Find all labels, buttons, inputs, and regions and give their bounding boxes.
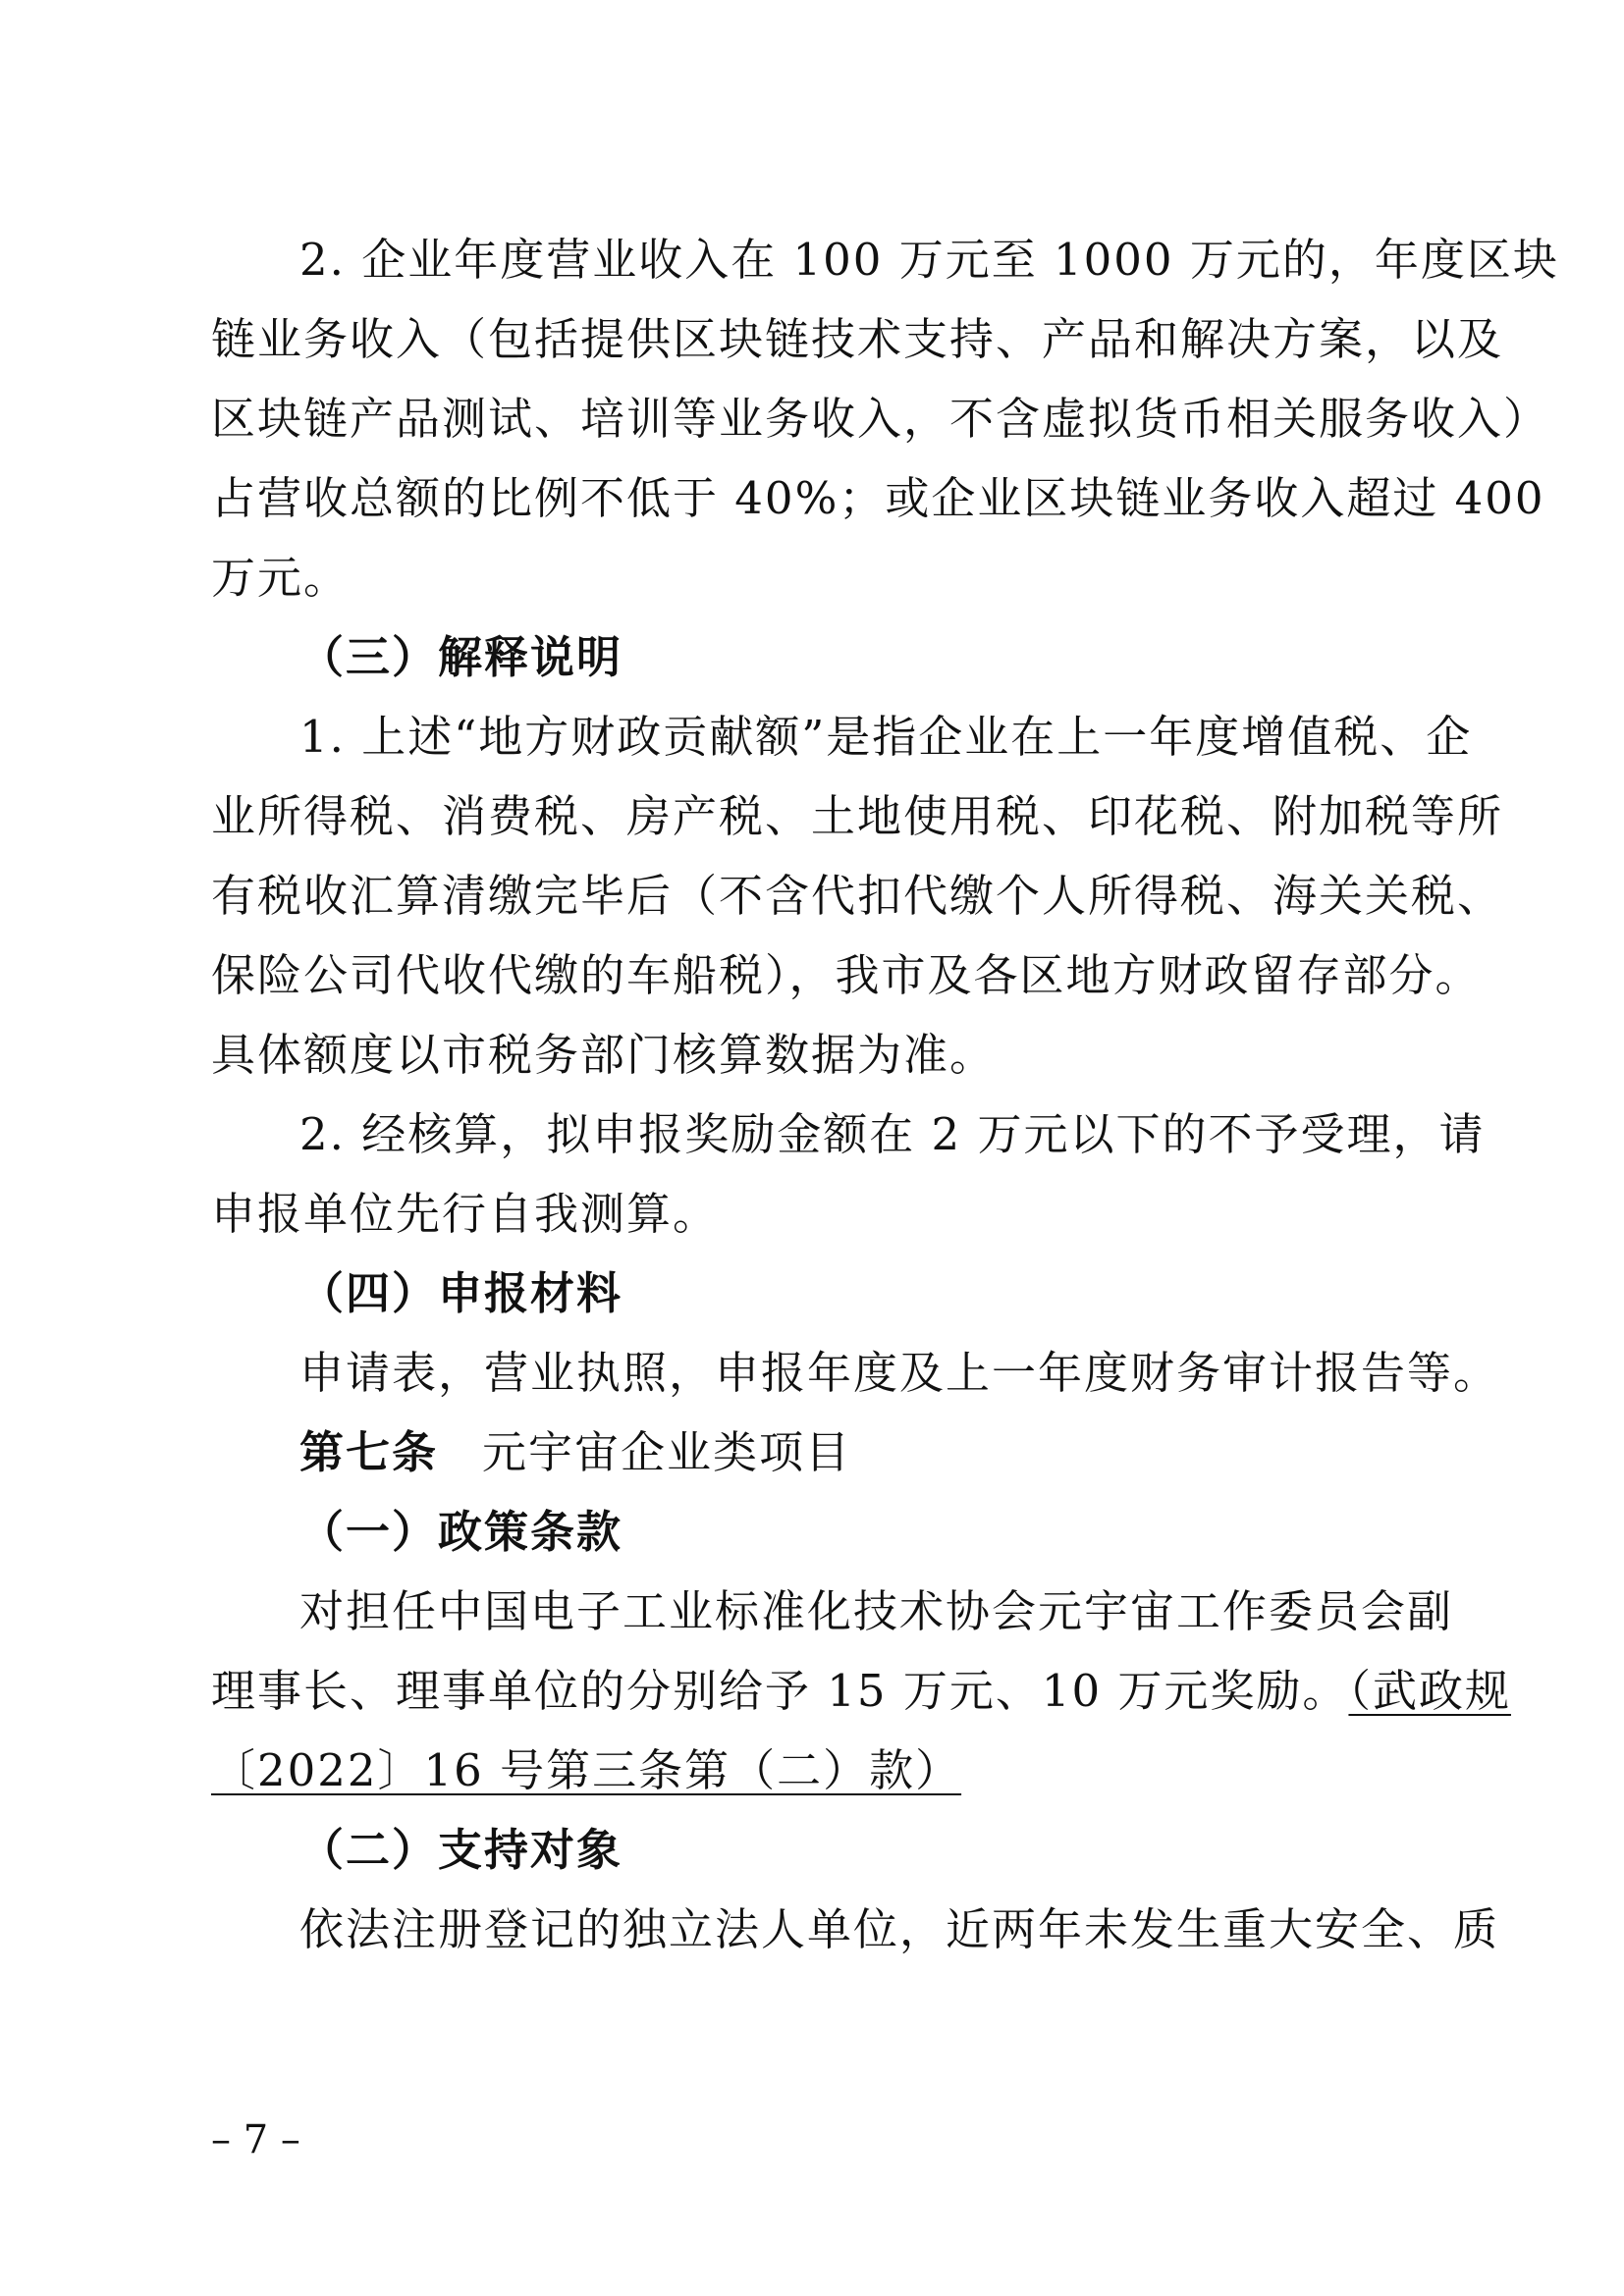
paragraph-line: 对担任中国电子工业标准化技术协会元宇宙工作委员会副 (299, 1585, 1454, 1637)
section-heading: （一）政策条款 (299, 1506, 623, 1558)
paragraph-line: 万元。 (211, 552, 351, 604)
paragraph-line: 占营收总额的比例不低于 40%；或企业区块链业务收入超过 400 (211, 472, 1545, 524)
page-number: – 7 – (211, 2117, 300, 2163)
paragraph-line: 依法注册登记的独立法人单位，近两年未发生重大安全、质 (299, 1903, 1500, 1955)
policy-reference: （武政规 (1348, 1665, 1511, 1717)
paragraph-line: 具体额度以市税务部门核算数据为准。 (211, 1029, 997, 1081)
article-heading (299, 1414, 1419, 1492)
section-heading: （四）申报材料 (299, 1267, 623, 1319)
paragraph-line: 区块链产品测试、培训等业务收入，不含虚拟货币相关服务收入） (211, 393, 1550, 445)
paragraph-line: 1. 上述“地方财政贡献额”是指企业在上一年度增值税、企 (299, 711, 1473, 763)
paragraph-line: 有税收汇算清缴完毕后（不含代扣代缴个人所得税、海关关税、 (211, 870, 1504, 922)
section-heading: （二）支持对象 (299, 1824, 623, 1876)
paragraph-line: 申请表，营业执照，申报年度及上一年度财务审计报告等。 (299, 1347, 1500, 1399)
paragraph-line (211, 1652, 1511, 1731)
paragraph-line: 申报单位先行自我测算。 (211, 1188, 720, 1240)
section-heading: （三）解释说明 (299, 631, 623, 683)
paragraph-text: 理事长、理事单位的分别给予 15 万元、10 万元奖励。 (211, 1665, 1349, 1717)
policy-reference: 〔2022〕16 号第三条第（二）款） (211, 1744, 962, 1796)
paragraph-line: 2. 经核算，拟申报奖励金额在 2 万元以下的不予受理，请 (299, 1108, 1486, 1160)
article-label: 第七条 (299, 1426, 439, 1478)
paragraph-line: 业所得税、消费税、房产税、土地使用税、印花税、附加税等所 (211, 790, 1504, 842)
paragraph-line: 2. 企业年度营业收入在 100 万元至 1000 万元的，年度区块 (299, 234, 1559, 286)
paragraph-line: 保险公司代收代缴的车船税），我市及各区地方财政留存部分。 (211, 949, 1482, 1001)
paragraph-line: 链业务收入（包括提供区块链技术支持、产品和解决方案，以及 (211, 313, 1504, 365)
article-title: 元宇宙企业类项目 (482, 1426, 852, 1478)
paragraph-line (211, 1732, 1419, 1810)
